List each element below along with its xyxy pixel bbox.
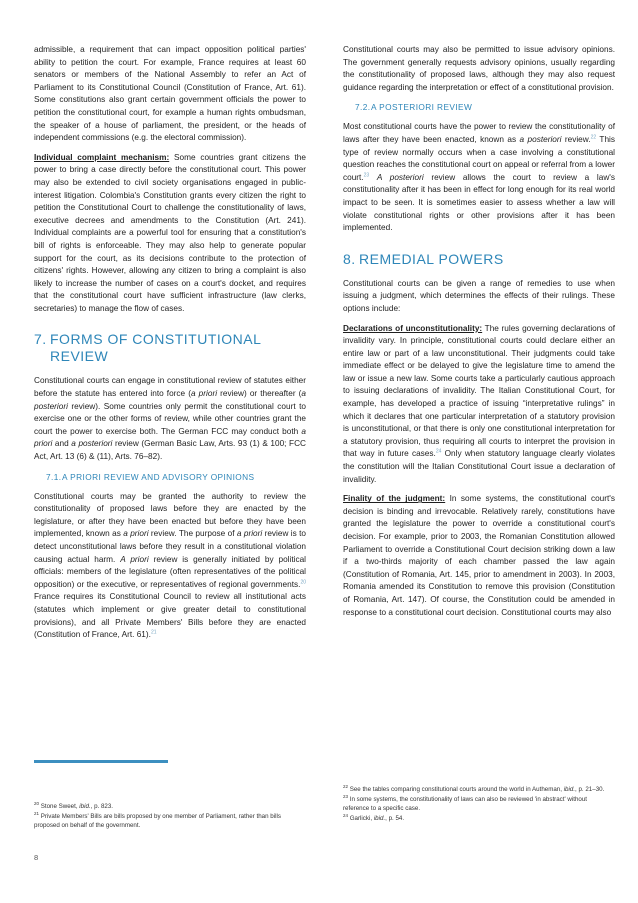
- text: This type of review normally occurs when a case involving a constitutional question reaches the constitutional court on appeal or referral from a lower court.: [343, 134, 615, 182]
- paragraph: admissible, a requirement that can impact opposition political parties' ability to petition the court. For example, France requires at least 60 senators or members of the National Assembly to refer an Act of Parliament to its Constitutional Council (Constitution of France, Art. 61). Some constitutions also grant certain government officials the power to petition the constitutional court, for example a human rights ombudsman, the speaker of a house of parliament, the president, or the heads of independent commissions (e.g. the electoral commission).: [34, 45, 306, 143]
- footnote-text: , p. 823.: [90, 803, 113, 810]
- text: review.: [561, 134, 591, 144]
- paragraph-a-posteriori: [343, 121, 615, 234]
- text: France requires its Constitutional Council to review all institutional acts (statutes which implement or give greater detail to constitutional provisions), and all Private Members' Bills before they are enacted (Constitution of France, Art. 61).: [34, 592, 306, 640]
- subsection-number: 7.2.: [355, 102, 371, 113]
- footnote-ref[interactable]: 22: [590, 134, 597, 141]
- footnotes-left: [34, 802, 304, 831]
- footnote-italic: ibid.: [373, 815, 386, 822]
- section-title-line2: REVIEW: [50, 348, 109, 365]
- section-number: 8.: [343, 250, 356, 267]
- section-title: REMEDIAL POWERS: [359, 250, 504, 267]
- footnote-ref[interactable]: 21: [150, 629, 157, 636]
- text: review). Some countries only permit the constitutional court to exercise one or the other forms of review, while other countries grant the court the power to exercise both. The German FCC may conduct both: [34, 401, 306, 436]
- subsection-heading-7-1: [46, 471, 306, 483]
- text: Constitutional courts may be granted the authority to review the constitutionality of proposed laws before they are enacted by the legislature, or after they have been enacted but before they have been implemented, known as: [34, 491, 306, 539]
- left-column: [34, 44, 306, 649]
- footnote: [34, 812, 304, 830]
- text: Constitutional courts can engage in constitutional review of statutes either before the statute has entered into force (: [34, 376, 306, 399]
- text: review (German Basic Law, Arts. 93 (1) & 100; FCC Act, Art. 13 (6) & (11), Arts. 76–82).: [34, 439, 307, 462]
- subsection-title: A POSTERIORI REVIEW: [371, 102, 473, 113]
- section-title-line1: FORMS OF CONSTITUTIONAL: [50, 331, 262, 348]
- paragraph-individual-complaint: [34, 152, 306, 316]
- subsection-number: 7.1.: [46, 471, 62, 482]
- text: Only when statutory language clearly violates the constitution will the Italian Constitutional Court issue a declaration of invalidity.: [343, 449, 615, 484]
- footnote-ref[interactable]: 23: [363, 172, 370, 178]
- subsection-title: A PRIORI REVIEW AND ADVISORY OPINIONS: [62, 471, 255, 482]
- paragraph-text: Some countries grant citizens the power to bring a case directly before the constitutional court. This power may also be extended to civil society organisations engaged in public-interest litigation. Colombia's Constitution grants every citizen the right to petition the Constitutional Court to challenge the constitutionality of laws, executive decrees and amendments to the Constitution (Art. 241). Individual complaints are a powerful tool for ensuring that a constitution's bill of rights is enforceable. They may also help to generate popular support for the court, as its decisions contribute to the protection of citizens' rights. However, allowing any citizen to bring a complaint is also likely to increase the number of cases on a court's docket, and requires that the constitutional court have sufficient infrastructure (law clerks, secretaries) to manage the flow of cases.: [34, 152, 306, 313]
- paragraph-remedial: Constitutional courts can be given a range of remedies to use when issuing a judgment, which determines the effects of their rulings. These options include:: [343, 278, 615, 313]
- text: review allows the court to review a law's constitutionality after it has been in effect for long enough for its real world impact to be seen. It is sometimes easier to assess whether a law will violate constitutional rights or other provisions after it has been implemented.: [343, 172, 615, 233]
- section-number: 7.: [34, 331, 47, 348]
- paragraph-forms-of-review: [34, 375, 306, 463]
- footnote-text: In some systems, the constitutionality of laws can also be reviewed 'in abstract' without reference to a specific case.: [343, 796, 587, 812]
- italic-term: A posteriori: [376, 172, 424, 182]
- footnote-number: 23: [343, 793, 349, 799]
- paragraph-advisory: Constitutional courts may also be permitted to issue advisory opinions. The government generally requests advisory opinions, usually regarding the constitutionality of proposed laws, although they may also request guidance regarding the interpretation or effect of a constitutional provision.: [343, 45, 615, 92]
- text: review is to detect unconstitutional laws before they result in a constitutional violation causing actual harm.: [34, 529, 307, 564]
- page-number: 8: [34, 853, 39, 862]
- lead-term: Individual complaint mechanism:: [34, 152, 170, 162]
- section-heading-7: [34, 331, 306, 365]
- footnote-number: 21: [34, 810, 40, 816]
- section-heading-8: [343, 251, 615, 268]
- footnote-italic: ibid.: [79, 803, 91, 810]
- footnote-text: , p. 54.: [385, 815, 405, 822]
- footnote-text: See the tables comparing constitutional courts around the world in Autheman,: [348, 786, 564, 793]
- footnotes-right: [343, 785, 613, 824]
- footnote-text: Private Members' Bills are bills proposed by one member of Parliament, rather than bills proposed on behalf of the government.: [34, 813, 281, 829]
- footnote-ref[interactable]: 20: [300, 579, 306, 586]
- footnote: [343, 795, 613, 813]
- italic-term: a posteriori: [71, 439, 113, 449]
- text: In some systems, the constitutional court's decision is binding and irrevocable. Relatively rarely, constitutions have granted the legislature the power to override a constitutional court's decision. For example, prior to 2003, the Romanian Constitution allowed Parliament to override a Constitutional Court decision striking down a law if a two-thirds majority of each chamber passed the law again (Constitution of Romania, Art. 145, prior to amendment in 2003). In 2003, Romania amended its Constitution to remove this provision (Constitution of Romania, Art. 147). Of course, the Constitution could be amended in response to a constitutional court decision. Constitutional courts may also: [343, 494, 615, 617]
- footnote: [343, 814, 613, 823]
- italic-term: a priori: [191, 389, 218, 399]
- footnote-number: 22: [343, 783, 349, 789]
- footnote-ref[interactable]: 24: [435, 448, 442, 455]
- paragraph-finality: [343, 493, 615, 619]
- lead-term: Finality of the judgment:: [343, 494, 446, 504]
- italic-term: a priori: [34, 426, 306, 449]
- footnote-text: Stone Sweet,: [39, 803, 80, 810]
- footnote: [343, 785, 613, 794]
- subsection-heading-7-2: [355, 101, 615, 113]
- text: and: [52, 439, 72, 449]
- text: review is generally initiated by political officials: members of the legislature (often representatives of the political opposition) or the executive, or representatives of regional governments.: [34, 554, 306, 589]
- italic-term: a priori: [123, 529, 149, 539]
- footnote-divider: [34, 760, 168, 763]
- footnote-text: Garlicki,: [348, 815, 374, 822]
- text: Most constitutional courts have the power to review the constitutionality of laws after they have been enacted, known as: [343, 122, 615, 144]
- text: review. The purpose of: [148, 529, 237, 539]
- text: review) or thereafter (: [217, 389, 302, 399]
- right-column: [343, 44, 615, 626]
- italic-term: A priori: [120, 554, 149, 564]
- paragraph-declarations: [343, 323, 615, 487]
- footnote-number: 24: [343, 812, 349, 818]
- footnote-text: , p. 21–30.: [575, 786, 605, 793]
- paragraph-a-priori: [34, 491, 306, 642]
- footnote: [34, 802, 304, 811]
- italic-term: a posteriori: [519, 134, 562, 144]
- footnote-number: 20: [34, 800, 40, 806]
- italic-term: a posteriori: [34, 389, 306, 411]
- text: The rules governing declarations of invalidity vary. In principle, constitutional courts could declare either an entire law or part of a law unconstitutional. Their judgments could take immediate effect or be delayed to give the legislature time to amend the law or issue a new law. Some courts take a particularly cautious approach to issuing declarations of invalidity. The Italian Constitutional Court, for example, has developed a practice of issuing “interpretative rulings” in which it declares that one particular interpretation of a statutory provision is unconstitutional, or that there is only one constitutional interpretation for a statutory provision, thus requiring all courts to interpret the provision in that way in future cases.: [343, 323, 615, 459]
- footnote-italic: ibid.: [563, 786, 576, 793]
- italic-term: a priori: [236, 529, 263, 539]
- lead-term: Declarations of unconstitutionality:: [343, 323, 483, 333]
